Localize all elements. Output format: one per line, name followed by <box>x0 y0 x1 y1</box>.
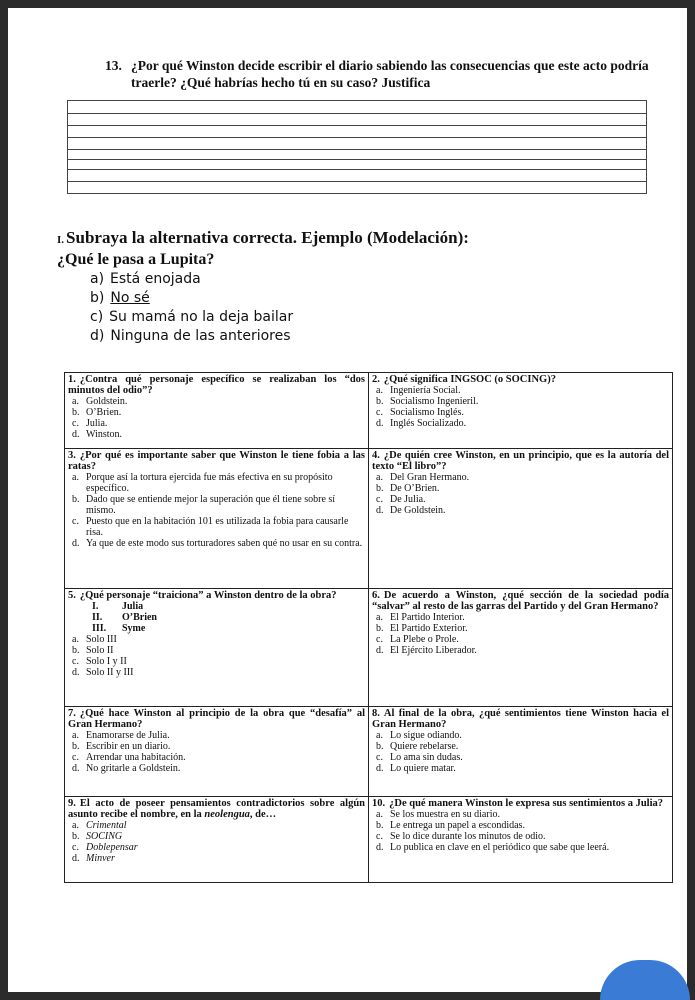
question-number: 6. <box>372 590 380 601</box>
question-text: ¿Por qué es importante saber que Winston le tiene fobia a las ratas? <box>68 450 365 472</box>
question-cell-4 <box>369 449 673 589</box>
answer-option[interactable]: b. Socialismo Ingenieril. <box>376 396 479 407</box>
answer-option[interactable]: d. Inglés Socializado. <box>376 418 467 429</box>
answer-option[interactable]: a. Solo III <box>72 634 117 645</box>
question-13-number: 13. <box>105 58 122 73</box>
answer-option[interactable]: a. Enamorarse de Julia. <box>72 730 170 741</box>
example-question: ¿Qué le pasa a Lupita? <box>57 251 215 268</box>
answer-line <box>68 159 646 160</box>
question-13-text: ¿Por qué Winston decide escribir el diario sabiendo las consecuencias que este acto podría traerle? ¿Qué habrías hecho tú en su caso? Justifica <box>131 58 649 90</box>
answer-option[interactable]: d. Minver <box>72 853 115 864</box>
roman-option: I. Julia <box>92 601 144 612</box>
question-text: ¿De qué manera Winston le expresa sus sentimientos a Julia? <box>389 798 664 809</box>
answer-option[interactable]: d. De Goldstein. <box>376 505 446 516</box>
question-number: 9. <box>68 798 76 809</box>
example-option-label: d) <box>90 328 105 344</box>
answer-line <box>68 149 646 150</box>
question-cell-3 <box>65 449 369 589</box>
question-number: 10. <box>372 798 386 809</box>
question-number: 5. <box>68 590 76 601</box>
question-text: ¿De quién cree Winston, en un principio, que es la autoría del texto “El libro”? <box>372 450 669 472</box>
answer-option[interactable]: a. Porque así la tortura ejercida fue más efectiva en su propósito específico. <box>72 472 333 494</box>
answer-option[interactable]: b. Escribir en un diario. <box>72 741 171 752</box>
example-option-label: b) <box>90 290 105 306</box>
answer-option[interactable]: c. De Julia. <box>376 494 426 505</box>
question-cell-5 <box>65 589 369 707</box>
question-text: De acuerdo a Winston, ¿qué sección de la sociedad podía “salvar” al resto de las garras del Partido y del Gran Hermano? <box>372 590 669 612</box>
example-option-label: c) <box>90 309 104 325</box>
question-text: ¿Qué hace Winston al principio de la obra que “desafía” al Gran Hermano? <box>68 708 365 730</box>
answer-option[interactable]: d. Winston. <box>72 429 122 440</box>
question-13 <box>105 57 655 91</box>
question-cell-9 <box>65 797 369 883</box>
answer-option[interactable]: a. Lo sigue odiando. <box>376 730 462 741</box>
answer-option[interactable]: c. Doblepensar <box>72 842 138 853</box>
answer-line <box>68 113 646 114</box>
question-number: 4. <box>372 450 380 461</box>
section-title <box>57 228 469 248</box>
answer-option[interactable]: d. No gritarle a Goldstein. <box>72 763 181 774</box>
answer-option[interactable]: d. Ya que de este modo sus torturadores saben qué no usar en su contra. <box>72 538 363 549</box>
section-title-text: Subraya la alternativa correcta. Ejemplo (Modelación): <box>66 228 469 247</box>
question-cell-7 <box>65 707 369 797</box>
answer-option[interactable]: a. Se los muestra en su diario. <box>376 809 500 820</box>
answer-option[interactable]: c. Socialismo Inglés. <box>376 407 464 418</box>
example-option-text-underlined: No sé <box>110 290 150 306</box>
question-cell-6 <box>369 589 673 707</box>
answer-option[interactable]: a. Del Gran Hermano. <box>376 472 470 483</box>
answer-option[interactable]: b. Solo II <box>72 645 114 656</box>
answer-option[interactable]: c. Lo ama sin dudas. <box>376 752 463 763</box>
question-number: 2. <box>372 374 380 385</box>
answer-option[interactable]: d. Lo publica en clave en el periódico que sabe que leerá. <box>376 842 610 853</box>
question-number: 8. <box>372 708 380 719</box>
answer-lines-box[interactable] <box>67 100 647 194</box>
answer-option[interactable]: c. La Plebe o Prole. <box>376 634 459 645</box>
answer-option[interactable]: b. Le entrega un papel a escondidas. <box>376 820 525 831</box>
answer-option[interactable]: c. Solo I y II <box>72 656 127 667</box>
answer-option[interactable]: c. Puesto que en la habitación 101 es utilizada la fobia para causarle risa. <box>72 516 349 538</box>
answer-option[interactable]: a. Ingeniería Social. <box>376 385 461 396</box>
example-option-d <box>90 328 291 344</box>
answer-line <box>68 181 646 182</box>
answer-option[interactable]: b. Quiere rebelarse. <box>376 741 459 752</box>
example-option-b <box>90 290 150 306</box>
answer-option[interactable]: b. Dado que se entiende mejor la superación que él tiene sobre sí mismo. <box>72 494 336 516</box>
question-text: ¿Qué significa INGSOC (o SOCING)? <box>383 374 556 385</box>
answer-option[interactable]: d. Lo quiere matar. <box>376 763 456 774</box>
roman-option: II. O’Brien <box>92 612 157 623</box>
example-option-text: Está enojada <box>110 271 201 287</box>
roman-option: III. Syme <box>92 623 146 634</box>
answer-option[interactable]: b. El Partido Exterior. <box>376 623 468 634</box>
example-option-c <box>90 309 293 325</box>
answer-option[interactable]: b. O’Brien. <box>72 407 122 418</box>
question-text: El acto de poseer pensamientos contradictorios sobre algún asunto recibe el nombre, en la <box>68 798 365 820</box>
example-option-a <box>90 271 201 287</box>
answer-option[interactable]: b. De O’Brien. <box>376 483 440 494</box>
example-option-text: Su mamá no la deja bailar <box>109 309 294 325</box>
section-roman: I. <box>57 234 65 246</box>
question-cell-1 <box>65 373 369 449</box>
answer-line <box>68 125 646 126</box>
answer-option[interactable]: c. Julia. <box>72 418 108 429</box>
question-number: 7. <box>68 708 76 719</box>
answer-option[interactable]: c. Arrendar una habitación. <box>72 752 186 763</box>
question-text: , de… <box>249 809 277 820</box>
example-option-text: Ninguna de las anteriores <box>110 328 291 344</box>
question-number: 1. <box>68 374 76 385</box>
answer-option[interactable]: a. El Partido Interior. <box>376 612 465 623</box>
answer-option[interactable]: d. El Ejército Liberador. <box>376 645 477 656</box>
question-text-emphasis: neolengua <box>204 809 250 820</box>
answer-option[interactable]: a. Goldstein. <box>72 396 128 407</box>
question-text: ¿Contra qué personaje específico se realizaban los “dos minutos del odio”? <box>68 374 365 396</box>
question-cell-2 <box>369 373 673 449</box>
question-cell-10 <box>369 797 673 883</box>
question-text: ¿Qué personaje “traiciona” a Winston dentro de la obra? <box>79 590 337 601</box>
answer-option[interactable]: b. SOCING <box>72 831 123 842</box>
question-number: 3. <box>68 450 76 461</box>
example-option-label: a) <box>90 271 105 287</box>
answer-option[interactable]: a. Crimental <box>72 820 127 831</box>
answer-line <box>68 169 646 170</box>
question-text: Al final de la obra, ¿qué sentimientos tiene Winston hacia el Gran Hermano? <box>372 708 669 730</box>
answer-option[interactable]: c. Se lo dice durante los minutos de odio. <box>376 831 546 842</box>
answer-option[interactable]: d. Solo II y III <box>72 667 134 678</box>
answer-line <box>68 137 646 138</box>
questions-table <box>64 372 673 883</box>
question-cell-8 <box>369 707 673 797</box>
